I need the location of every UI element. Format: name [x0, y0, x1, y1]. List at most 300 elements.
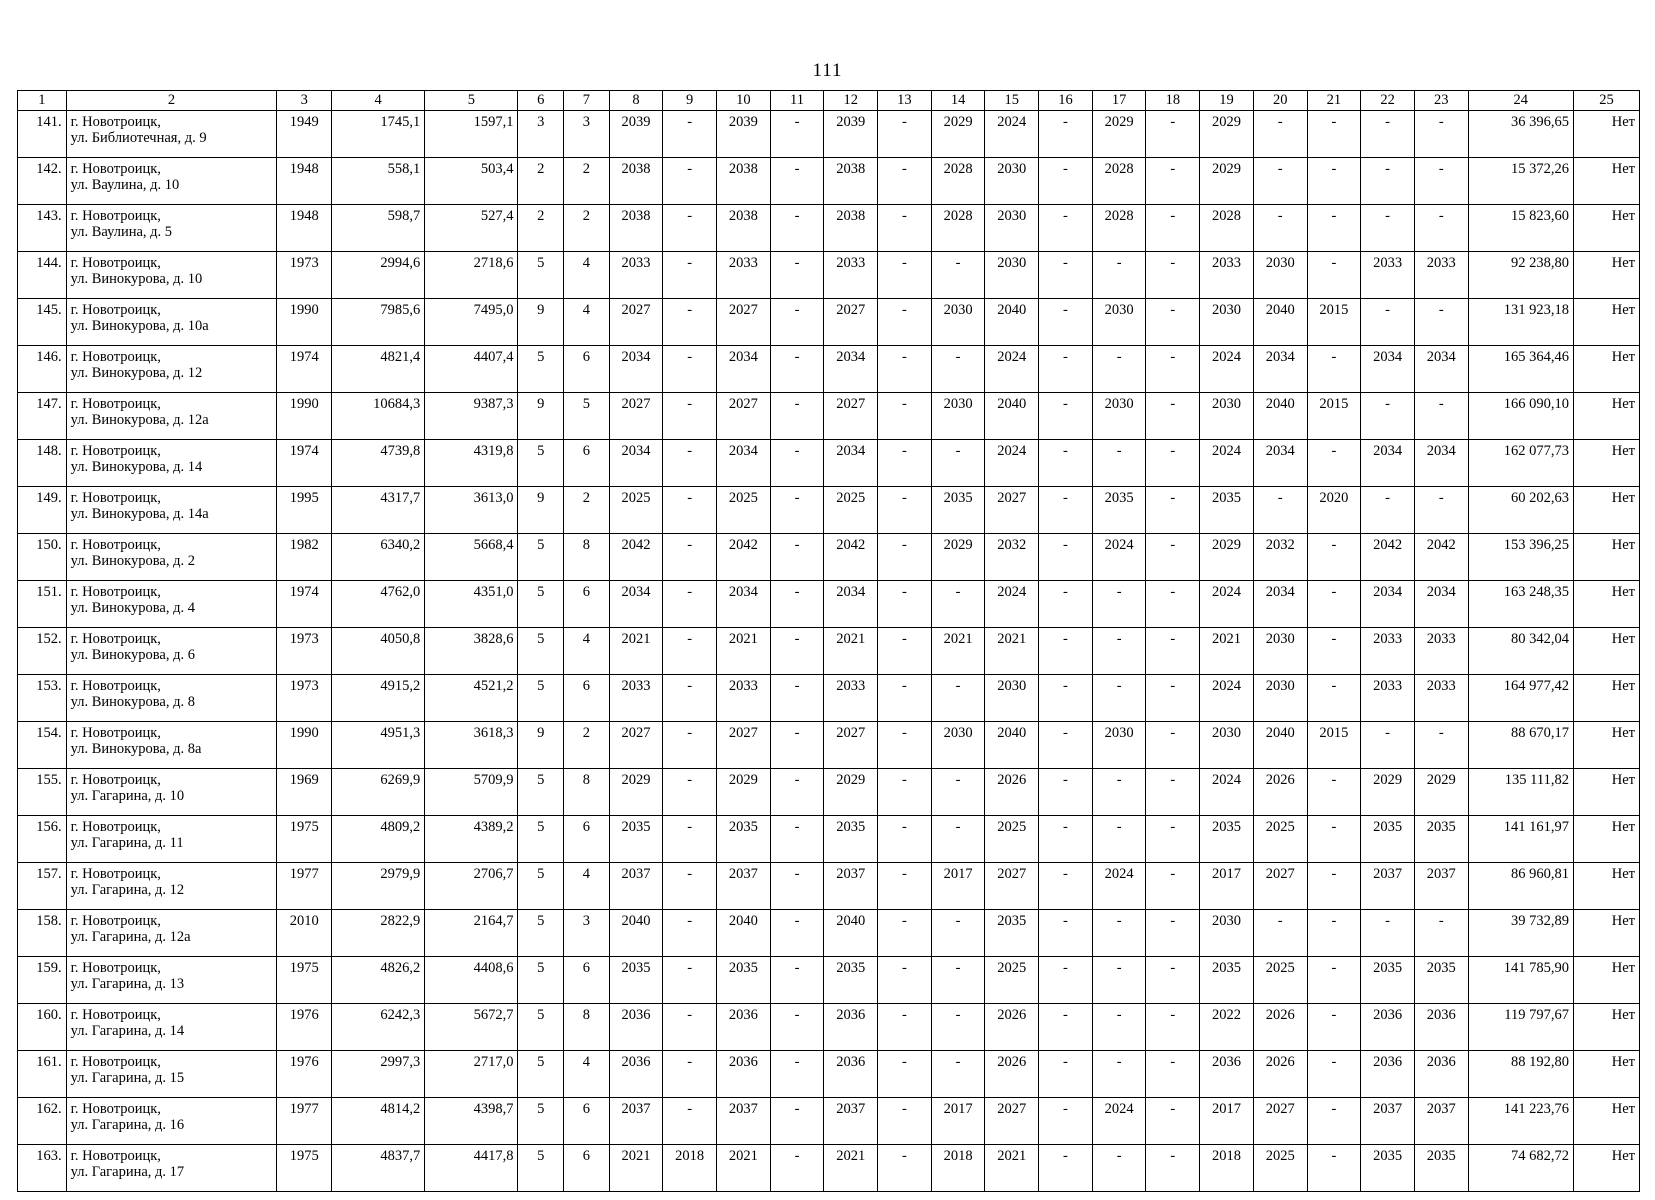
address-street: ул. Гагарина, д. 15: [70, 1070, 185, 1086]
table-cell: -: [1092, 581, 1146, 628]
table-cell: 4521,2: [425, 675, 518, 722]
table-cell: 2024: [1200, 440, 1254, 487]
row-number: 151.: [18, 581, 67, 628]
table-cell: -: [663, 957, 717, 1004]
table-row: [18, 158, 1640, 205]
table-cell: 2033: [1361, 628, 1415, 675]
column-header: 15: [985, 91, 1039, 111]
table-cell: 5: [518, 1004, 564, 1051]
table-cell: 4826,2: [332, 957, 425, 1004]
table-cell: -: [1092, 1004, 1146, 1051]
row-number: 145.: [18, 299, 67, 346]
table-cell: 2028: [1200, 205, 1254, 252]
table-cell: 2035: [1200, 487, 1254, 534]
table-cell: 10684,3: [332, 393, 425, 440]
table-cell: -: [1039, 863, 1093, 910]
table-cell: -: [1146, 346, 1200, 393]
table-cell: 2015: [1307, 299, 1361, 346]
table-cell: 3: [518, 111, 564, 158]
table-cell: 2038: [716, 205, 770, 252]
address-street: ул. Винокурова, д. 2: [70, 553, 195, 569]
table-row: [18, 252, 1640, 299]
table-cell: 135 111,82: [1468, 769, 1573, 816]
table-cell: 2030: [1200, 393, 1254, 440]
table-cell: Нет: [1573, 769, 1639, 816]
table-cell: 2035: [1414, 957, 1468, 1004]
table-cell: 2040: [824, 910, 878, 957]
table-cell: 2706,7: [425, 863, 518, 910]
table-cell: 1973: [277, 628, 332, 675]
table-cell: -: [1307, 1004, 1361, 1051]
table-cell: 2027: [985, 1098, 1039, 1145]
table-cell: 2025: [1253, 816, 1307, 863]
table-cell: -: [770, 722, 824, 769]
table-cell: 2035: [716, 816, 770, 863]
table-cell: -: [1039, 252, 1093, 299]
table-cell: 2035: [609, 816, 663, 863]
table-row: [18, 440, 1640, 487]
table-cell: 1948: [277, 158, 332, 205]
table-cell: 4821,4: [332, 346, 425, 393]
table-cell: -: [1146, 1051, 1200, 1098]
table-cell: 2035: [1414, 816, 1468, 863]
table-cell: -: [878, 1098, 932, 1145]
table-cell: 2027: [609, 722, 663, 769]
table-cell: -: [1361, 299, 1415, 346]
table-cell: 2037: [609, 1098, 663, 1145]
table-cell: -: [1307, 910, 1361, 957]
address-street: ул. Гагарина, д. 13: [70, 976, 185, 992]
column-header: 6: [518, 91, 564, 111]
table-cell: 2: [564, 722, 610, 769]
table-cell: 163 248,35: [1468, 581, 1573, 628]
table-cell: -: [931, 769, 985, 816]
table-cell: 2035: [1361, 1145, 1415, 1192]
table-cell: 6: [564, 957, 610, 1004]
table-cell: -: [1039, 1051, 1093, 1098]
table-cell: -: [1146, 581, 1200, 628]
address-city: г. Новотроицк,: [70, 161, 161, 177]
table-cell: Нет: [1573, 534, 1639, 581]
table-cell: 4: [564, 628, 610, 675]
table-cell: 5709,9: [425, 769, 518, 816]
table-cell: 5: [518, 910, 564, 957]
table-cell: 2032: [1253, 534, 1307, 581]
table-cell: -: [878, 534, 932, 581]
table-cell: 2027: [824, 722, 878, 769]
table-cell: 2021: [931, 628, 985, 675]
address-city: г. Новотроицк,: [70, 772, 161, 788]
table-cell: 1949: [277, 111, 332, 158]
table-cell: -: [1039, 722, 1093, 769]
table-cell: -: [1039, 628, 1093, 675]
column-header: 14: [931, 91, 985, 111]
table-cell: 2032: [985, 534, 1039, 581]
address-cell: [66, 1098, 277, 1145]
table-cell: 2021: [609, 1145, 663, 1192]
address-street: ул. Винокурова, д. 8: [70, 694, 195, 710]
row-number: 161.: [18, 1051, 67, 1098]
address-cell: [66, 534, 277, 581]
table-cell: -: [1146, 252, 1200, 299]
address-cell: [66, 205, 277, 252]
table-cell: 1990: [277, 722, 332, 769]
table-cell: -: [663, 1004, 717, 1051]
table-cell: -: [878, 299, 932, 346]
table-cell: 6: [564, 1098, 610, 1145]
table-cell: 2037: [716, 863, 770, 910]
table-cell: 2039: [609, 111, 663, 158]
address-cell: [66, 111, 277, 158]
table-cell: 164 977,42: [1468, 675, 1573, 722]
table-cell: -: [1039, 111, 1093, 158]
table-cell: 4408,6: [425, 957, 518, 1004]
table-cell: 2042: [716, 534, 770, 581]
table-cell: 6: [564, 816, 610, 863]
table-cell: 2029: [1361, 769, 1415, 816]
table-cell: 4050,8: [332, 628, 425, 675]
table-cell: 2021: [985, 1145, 1039, 1192]
table-cell: -: [1253, 111, 1307, 158]
table-cell: 3828,6: [425, 628, 518, 675]
table-cell: 2033: [609, 252, 663, 299]
table-cell: 1969: [277, 769, 332, 816]
table-cell: 2033: [716, 252, 770, 299]
table-cell: 2021: [824, 1145, 878, 1192]
table-cell: 2027: [716, 393, 770, 440]
table-cell: -: [1146, 111, 1200, 158]
table-cell: 5: [518, 1145, 564, 1192]
table-cell: 2164,7: [425, 910, 518, 957]
table-cell: 1977: [277, 863, 332, 910]
table-cell: 4319,8: [425, 440, 518, 487]
address-cell: [66, 675, 277, 722]
table-cell: 2029: [1414, 769, 1468, 816]
table-cell: 141 785,90: [1468, 957, 1573, 1004]
table-cell: 2035: [824, 957, 878, 1004]
table-cell: -: [1092, 816, 1146, 863]
table-cell: 5: [564, 393, 610, 440]
table-cell: 7985,6: [332, 299, 425, 346]
table-cell: 2030: [985, 252, 1039, 299]
table-cell: 39 732,89: [1468, 910, 1573, 957]
table-cell: 2034: [609, 440, 663, 487]
table-cell: -: [878, 675, 932, 722]
table-cell: -: [1039, 581, 1093, 628]
table-cell: -: [931, 1004, 985, 1051]
table-cell: 2024: [1200, 675, 1254, 722]
table-cell: 2035: [1361, 957, 1415, 1004]
table-cell: -: [1146, 534, 1200, 581]
table-cell: 92 238,80: [1468, 252, 1573, 299]
table-cell: -: [1361, 205, 1415, 252]
address-street: ул. Библиотечная, д. 9: [70, 130, 207, 146]
table-cell: 2035: [1200, 957, 1254, 1004]
table-cell: 2029: [1092, 111, 1146, 158]
table-row: [18, 393, 1640, 440]
row-number: 154.: [18, 722, 67, 769]
row-number: 152.: [18, 628, 67, 675]
address-city: г. Новотроицк,: [70, 631, 161, 647]
table-cell: -: [770, 910, 824, 957]
table-cell: 2021: [716, 628, 770, 675]
column-header: 23: [1414, 91, 1468, 111]
table-cell: 1975: [277, 816, 332, 863]
table-cell: 2042: [1414, 534, 1468, 581]
table-cell: -: [1361, 393, 1415, 440]
table-cell: -: [663, 299, 717, 346]
table-cell: -: [1307, 346, 1361, 393]
table-cell: -: [1361, 910, 1415, 957]
table-cell: 5: [518, 769, 564, 816]
table-cell: 1948: [277, 205, 332, 252]
table-cell: 4417,8: [425, 1145, 518, 1192]
table-cell: -: [1092, 910, 1146, 957]
table-cell: 2034: [609, 581, 663, 628]
address-cell: [66, 158, 277, 205]
address-city: г. Новотроицк,: [70, 1007, 161, 1023]
table-cell: 2024: [1092, 1098, 1146, 1145]
table-cell: 2037: [824, 1098, 878, 1145]
table-cell: 2029: [824, 769, 878, 816]
row-number: 149.: [18, 487, 67, 534]
table-cell: 3613,0: [425, 487, 518, 534]
table-cell: -: [1092, 769, 1146, 816]
table-cell: 141 161,97: [1468, 816, 1573, 863]
table-cell: 2036: [609, 1051, 663, 1098]
address-city: г. Новотроицк,: [70, 960, 161, 976]
table-cell: -: [1361, 158, 1415, 205]
column-header: 25: [1573, 91, 1639, 111]
table-cell: 5668,4: [425, 534, 518, 581]
table-cell: -: [770, 769, 824, 816]
table-cell: 2042: [824, 534, 878, 581]
table-cell: 88 670,17: [1468, 722, 1573, 769]
table-cell: 4809,2: [332, 816, 425, 863]
address-city: г. Новотроицк,: [70, 1101, 161, 1117]
table-cell: 1597,1: [425, 111, 518, 158]
address-street: ул. Гагарина, д. 12: [70, 882, 185, 898]
table-cell: 2030: [1092, 393, 1146, 440]
address-street: ул. Гагарина, д. 11: [70, 835, 184, 851]
table-cell: 2033: [1361, 675, 1415, 722]
table-cell: 2024: [1200, 581, 1254, 628]
column-header: 3: [277, 91, 332, 111]
table-cell: -: [1092, 628, 1146, 675]
column-header: 24: [1468, 91, 1573, 111]
table-cell: -: [770, 158, 824, 205]
column-header: 19: [1200, 91, 1254, 111]
table-cell: -: [1039, 158, 1093, 205]
table-row: [18, 910, 1640, 957]
table-cell: -: [1253, 158, 1307, 205]
table-cell: 2027: [985, 487, 1039, 534]
table-cell: -: [770, 1004, 824, 1051]
table-cell: -: [878, 205, 932, 252]
column-header: 1: [18, 91, 67, 111]
table-cell: 2030: [985, 158, 1039, 205]
table-cell: 2038: [609, 158, 663, 205]
address-street: ул. Винокурова, д. 4: [70, 600, 195, 616]
table-cell: 8: [564, 1004, 610, 1051]
table-cell: 2030: [1200, 910, 1254, 957]
table-cell: -: [663, 863, 717, 910]
table-cell: -: [878, 1004, 932, 1051]
row-number: 160.: [18, 1004, 67, 1051]
table-cell: -: [1414, 205, 1468, 252]
address-street: ул. Винокурова, д. 14а: [70, 506, 209, 522]
table-cell: Нет: [1573, 252, 1639, 299]
table-cell: -: [663, 816, 717, 863]
table-cell: -: [770, 205, 824, 252]
address-city: г. Новотроицк,: [70, 1148, 161, 1164]
table-cell: -: [1146, 628, 1200, 675]
table-cell: -: [1307, 816, 1361, 863]
table-cell: 2997,3: [332, 1051, 425, 1098]
table-cell: 2034: [1414, 440, 1468, 487]
table-cell: 2026: [1253, 1004, 1307, 1051]
table-cell: -: [663, 722, 717, 769]
column-header: 11: [770, 91, 824, 111]
table-cell: 2037: [1361, 863, 1415, 910]
table-cell: -: [1414, 722, 1468, 769]
table-cell: 2025: [1253, 957, 1307, 1004]
table-cell: -: [1039, 816, 1093, 863]
table-cell: 2029: [1200, 158, 1254, 205]
table-row: [18, 1051, 1640, 1098]
table-cell: -: [1146, 816, 1200, 863]
table-row: [18, 863, 1640, 910]
table-cell: 5: [518, 534, 564, 581]
table-cell: 2024: [1092, 863, 1146, 910]
table-cell: 6: [564, 1145, 610, 1192]
table-cell: 165 364,46: [1468, 346, 1573, 393]
table-cell: 2029: [1200, 111, 1254, 158]
table-row: [18, 957, 1640, 1004]
address-city: г. Новотроицк,: [70, 537, 161, 553]
table-cell: -: [878, 628, 932, 675]
table-cell: 5: [518, 863, 564, 910]
table-cell: 5672,7: [425, 1004, 518, 1051]
table-cell: 2025: [716, 487, 770, 534]
table-cell: 162 077,73: [1468, 440, 1573, 487]
address-city: г. Новотроицк,: [70, 208, 161, 224]
table-cell: 2038: [716, 158, 770, 205]
table-cell: 2034: [824, 581, 878, 628]
table-cell: 2034: [609, 346, 663, 393]
table-cell: 2042: [609, 534, 663, 581]
table-cell: -: [1092, 252, 1146, 299]
table-cell: -: [1039, 440, 1093, 487]
table-cell: Нет: [1573, 675, 1639, 722]
table-cell: 2040: [985, 299, 1039, 346]
table-cell: 2036: [1414, 1051, 1468, 1098]
table-cell: -: [1307, 581, 1361, 628]
table-cell: 2021: [609, 628, 663, 675]
table-cell: 2017: [931, 1098, 985, 1145]
table-cell: 2029: [931, 534, 985, 581]
table-cell: Нет: [1573, 628, 1639, 675]
row-number: 157.: [18, 863, 67, 910]
table-cell: -: [770, 816, 824, 863]
table-cell: -: [878, 346, 932, 393]
table-cell: -: [663, 111, 717, 158]
table-cell: -: [770, 534, 824, 581]
table-cell: 2034: [1253, 581, 1307, 628]
table-cell: -: [1146, 1145, 1200, 1192]
table-cell: 1976: [277, 1004, 332, 1051]
table-cell: 2027: [716, 722, 770, 769]
table-cell: 2979,9: [332, 863, 425, 910]
table-cell: 1977: [277, 1098, 332, 1145]
table-cell: -: [770, 628, 824, 675]
table-cell: -: [931, 252, 985, 299]
table-cell: 2025: [609, 487, 663, 534]
row-number: 158.: [18, 910, 67, 957]
table-cell: 2036: [1361, 1051, 1415, 1098]
table-cell: -: [770, 346, 824, 393]
table-cell: 2030: [1200, 722, 1254, 769]
table-row: [18, 111, 1640, 158]
address-street: ул. Винокурова, д. 10а: [70, 318, 209, 334]
table-cell: 2020: [1307, 487, 1361, 534]
table-cell: 1990: [277, 299, 332, 346]
table-cell: 1973: [277, 252, 332, 299]
table-cell: -: [1146, 769, 1200, 816]
table-cell: -: [1414, 910, 1468, 957]
table-cell: -: [878, 581, 932, 628]
table-cell: -: [1146, 205, 1200, 252]
table-cell: 2033: [1200, 252, 1254, 299]
table-cell: 1974: [277, 440, 332, 487]
table-cell: 2027: [824, 299, 878, 346]
table-cell: 166 090,10: [1468, 393, 1573, 440]
table-cell: 2030: [1092, 722, 1146, 769]
table-cell: -: [770, 675, 824, 722]
address-city: г. Новотроицк,: [70, 584, 161, 600]
table-cell: 3: [564, 910, 610, 957]
table-cell: -: [663, 675, 717, 722]
table-cell: -: [1039, 299, 1093, 346]
table-cell: 5: [518, 581, 564, 628]
row-number: 153.: [18, 675, 67, 722]
table-cell: 2029: [716, 769, 770, 816]
table-cell: 2035: [1414, 1145, 1468, 1192]
table-cell: 2017: [1200, 1098, 1254, 1145]
table-cell: -: [1039, 393, 1093, 440]
table-cell: Нет: [1573, 957, 1639, 1004]
table-cell: -: [663, 393, 717, 440]
table-cell: 2034: [716, 440, 770, 487]
table-cell: 2: [518, 205, 564, 252]
table-cell: -: [1307, 1098, 1361, 1145]
address-city: г. Новотроицк,: [70, 302, 161, 318]
table-cell: Нет: [1573, 1098, 1639, 1145]
table-cell: 2033: [1414, 675, 1468, 722]
column-header: 2: [66, 91, 277, 111]
table-cell: Нет: [1573, 205, 1639, 252]
table-cell: 2030: [1092, 299, 1146, 346]
table-cell: 1975: [277, 957, 332, 1004]
row-number: 156.: [18, 816, 67, 863]
address-city: г. Новотроицк,: [70, 490, 161, 506]
table-cell: 4407,4: [425, 346, 518, 393]
address-cell: [66, 1051, 277, 1098]
table-cell: 2021: [985, 628, 1039, 675]
address-cell: [66, 910, 277, 957]
table-cell: -: [931, 816, 985, 863]
table-cell: -: [1307, 957, 1361, 1004]
